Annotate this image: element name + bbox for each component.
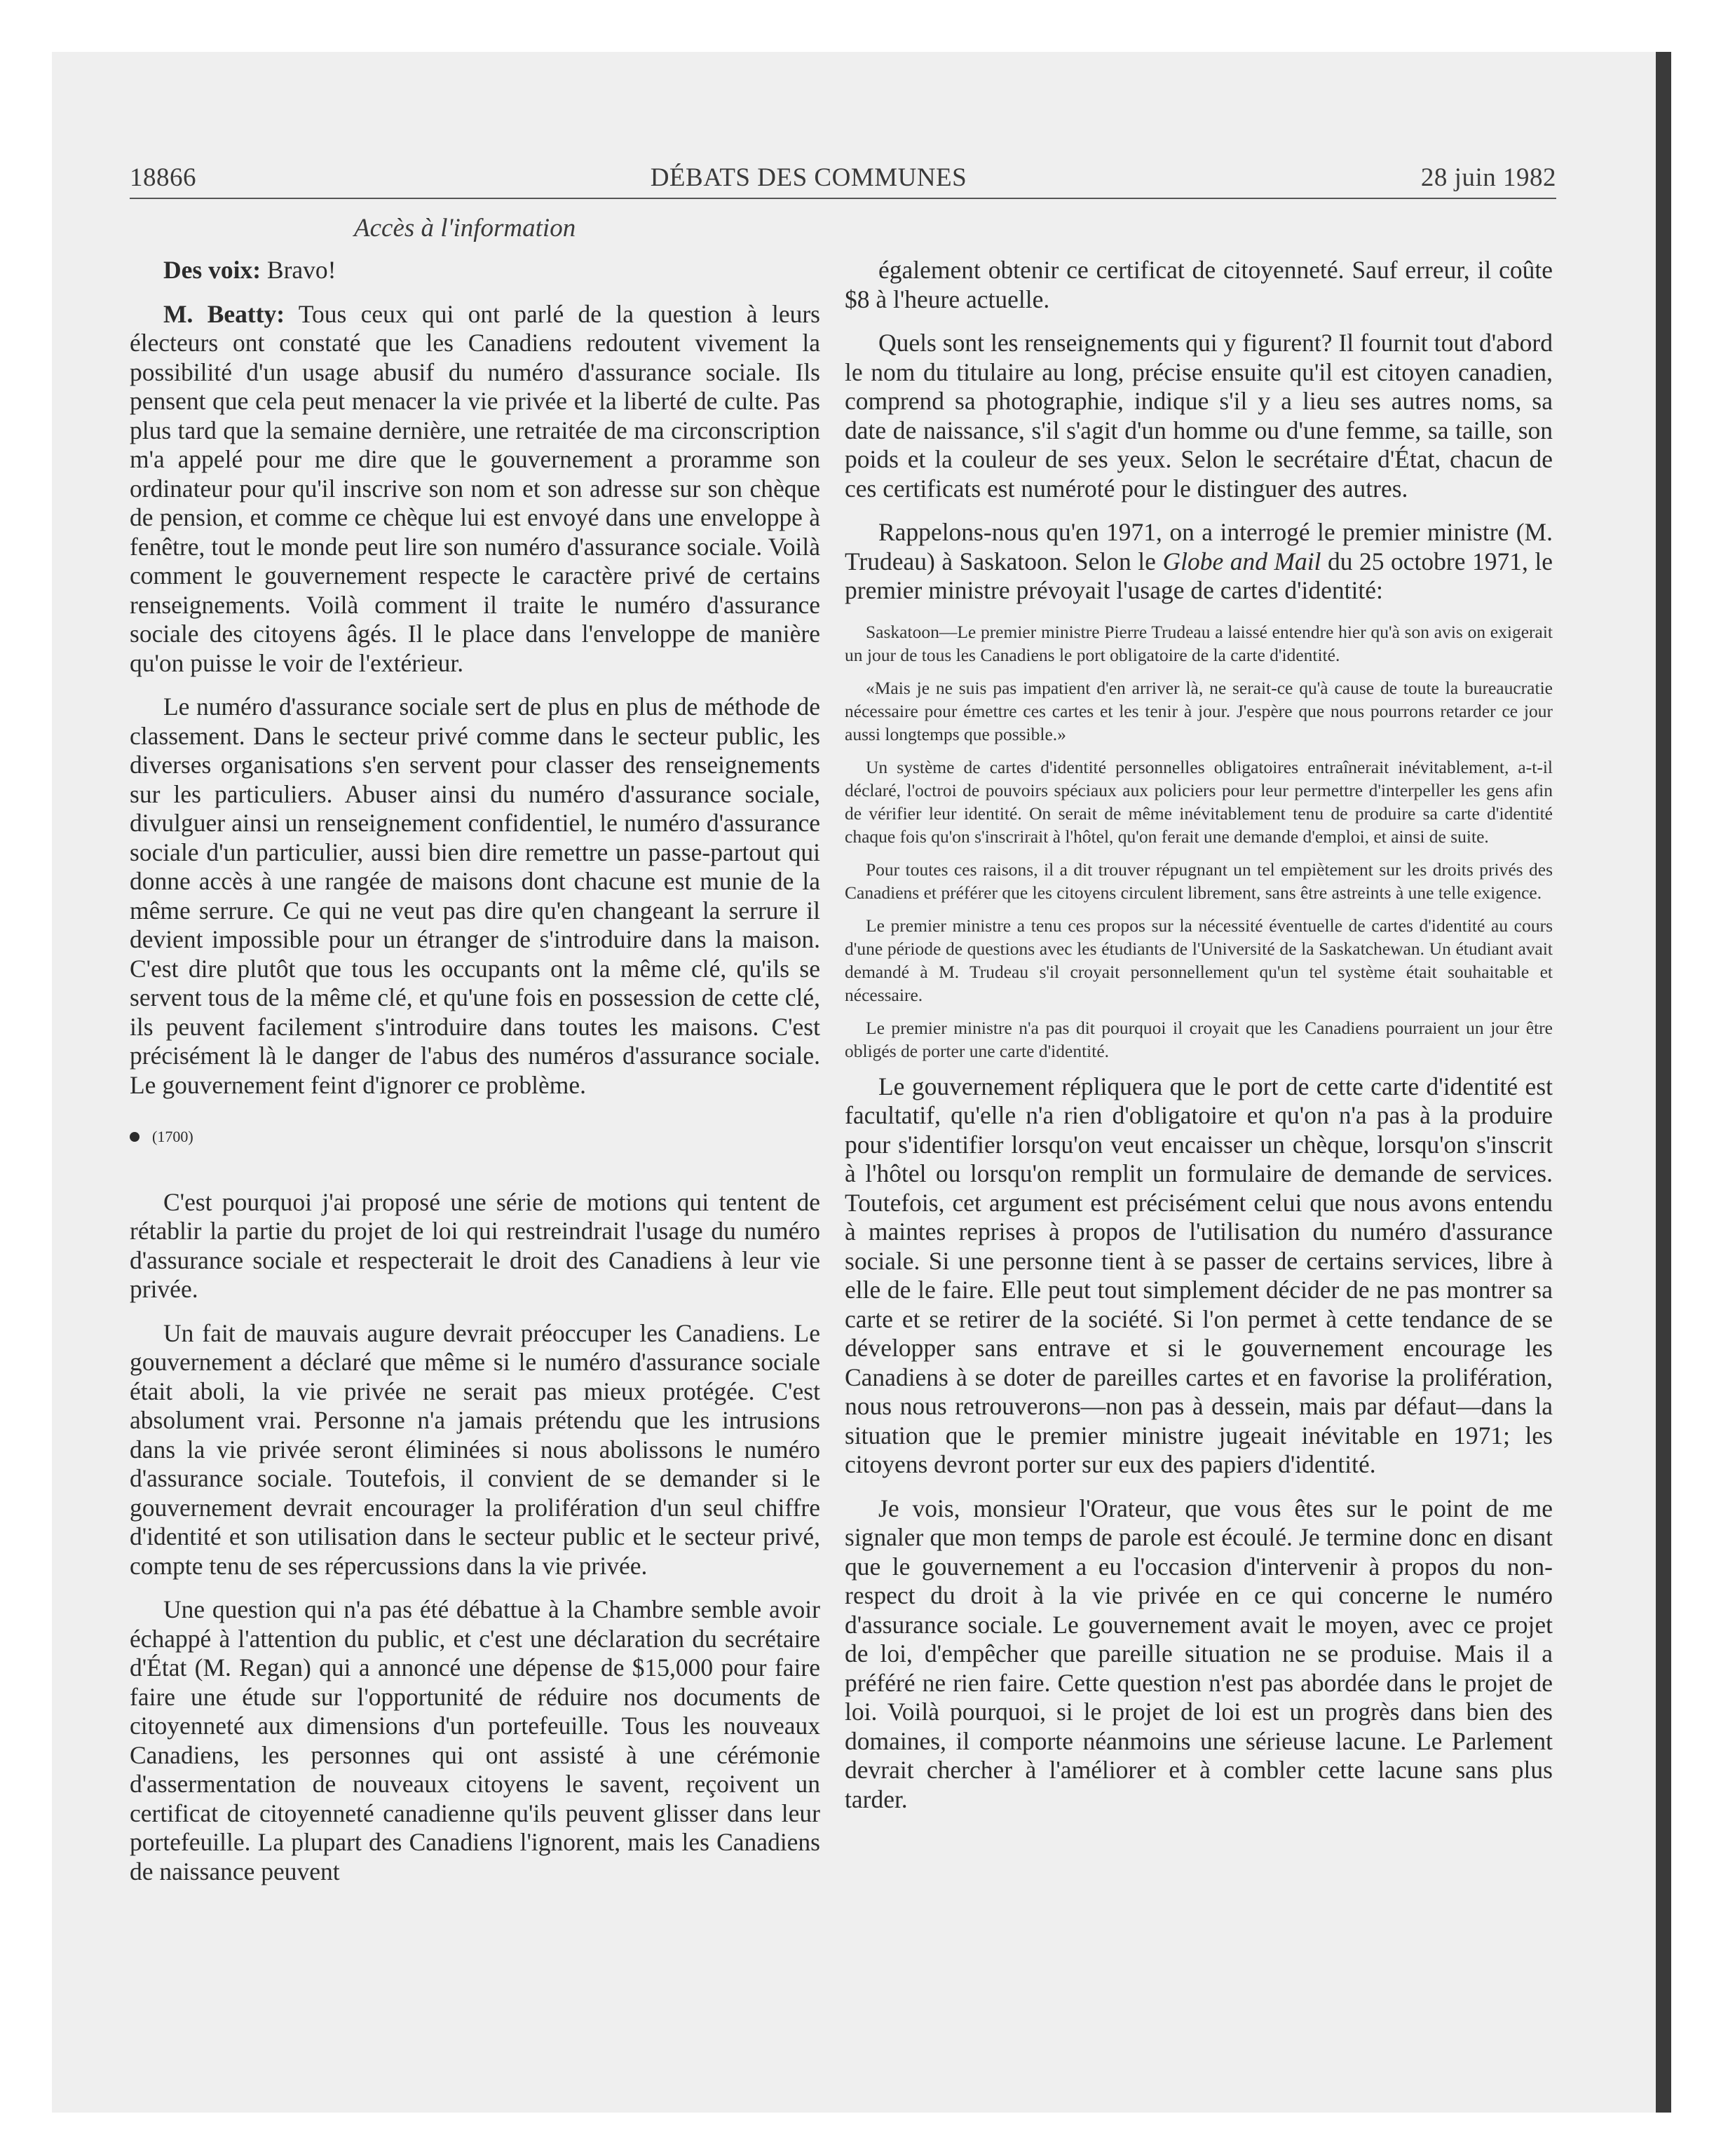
paragraph: Le numéro d'assurance sociale sert de plus en plus de méthode de classement. Dans le secteur privé comme dans le secteur public, les diverses organisations s'en servent pour classer des renseignements sur les particuliers. Abuser ainsi du numéro d'assurance sociale, divulguer ainsi un renseignement confidentiel, le numéro d'assurance sociale d'un particulier, aussi bien dire remettre un passe-partout qui donne accès à une rangée de maisons dont chacune est munie de la même serrure. Ce qui ne veut pas dire qu'en changeant la serrure il devient impossible pour un étranger de s'introduire dans la maison. C'est dire plutôt que tous les occupants ont la même clé, qu'ils se servent tous de la même clé, et qu'une fois en possession de cette clé, ils peuvent facilement s'introduire dans toutes les maisons. C'est précisément là le danger de l'abus des numéros d'assurance sociale. Le gouvernement feint d'ignorer ce problème. [130, 692, 820, 1099]
speech-text: Bravo! [261, 256, 336, 284]
quoted-paragraph: Saskatoon—Le premier ministre Pierre Trudeau a laissé entendre hier qu'à son avis on exigerait un jour de tous les Canadiens le port obligatoire de la carte d'identité. [845, 621, 1553, 665]
paragraph [130, 256, 820, 285]
page-number: 18866 [130, 163, 196, 192]
quoted-paragraph: Le premier ministre n'a pas dit pourquoi il croyait que les Canadiens pourraient un jour être obligés de porter une carte d'identité. [845, 1017, 1553, 1061]
paragraph: Une question qui n'a pas été débattue à la Chambre semble avoir échappé à l'attention du public, et c'est une déclaration du secrétaire d'État (M. Regan) qui a annoncé une dépense de $15,000 pour faire faire une étude sur l'opportunité de réduire nos documents de citoyenneté aux dimensions d'un portefeuille. Tous les nouveaux Canadiens, les personnes qui ont assisté à une cérémonie d'assermentation de nouveaux citoyens le savent, reçoivent un certificat de citoyenneté canadienne qu'ils peuvent glisser dans leur portefeuille. La plupart des Canadiens l'ignorent, mais les Canadiens de naissance peuvent [130, 1595, 820, 1885]
newspaper-title: Globe and Mail [1162, 547, 1321, 575]
paragraph: également obtenir ce certificat de citoyenneté. Sauf erreur, il coûte $8 à l'heure actuelle. [845, 256, 1553, 313]
speech-text: Tous ceux qui ont parlé de la question à leurs électeurs ont constaté que les Canadiens redoutent vivement la possibilité d'un usage abusif du numéro d'assurance sociale. Ils pensent que cela peut menacer la vie privée et la liberté de culte. Pas plus tard que la semaine dernière, une retraitée de ma circonscription m'a appelé pour me dire que le gouvernement a proramme son ordinateur pour qu'il inscrive son nom et son adresse sur son chèque de pension, et comme ce chèque lui est envoyé dans une enveloppe à fenêtre, tout le monde peut lire son numéro d'assurance sociale. Voilà comment le gouvernement respecte le caractère privé de certains renseignements. Voilà comment il traite le numéro d'assurance sociale des citoyens âgés. Il le place dans l'enveloppe de manière qu'on puisse le voir de l'extérieur. [130, 299, 820, 677]
quoted-paragraph: Pour toutes ces raisons, il a dit trouver répugnant un tel empiètement sur les droits privés des Canadiens et préférer que les citoyens circulent librement, sans être astreints à une telle exigence. [845, 859, 1553, 903]
publication-title: DÉBATS DES COMMUNES [650, 163, 967, 192]
quoted-paragraph: Un système de cartes d'identité personnelles obligatoires entraînerait inévitablement, a-t-il déclaré, l'octroi de pouvoirs spéciaux aux policiers pour leur permettre d'interpeller les gens afin de vérifier leur identité. On serait de même inévitablement tenu de produire sa carte d'identité chaque fois qu'on s'inscrirait à l'hôtel, qu'on ferait une demande d'emploi, et ainsi de suite. [845, 756, 1553, 847]
paragraph: Je vois, monsieur l'Orateur, que vous êtes sur le point de me signaler que mon temps de parole est écoulé. Je termine donc en disant que le gouvernement a eu l'occasion d'intervenir à propos du non-respect du droit à la vie privée en ce qui concerne le numéro d'assurance sociale. Le gouvernement avait le moyen, avec ce projet de loi, d'empêcher que pareille situation ne se produise. Mais il a préféré ne rien faire. Cette question n'est pas abordée dans le projet de loi. Voilà pourquoi, si le projet de loi est un progrès dans bien des domaines, il comporte néanmoins une sérieuse lacune. Le Parlement devrait chercher à l'améliorer et à combler cette lacune sans plus tarder. [845, 1494, 1553, 1813]
right-column [845, 256, 1553, 1829]
speaker-name: M. Beatty: [163, 299, 285, 328]
section-title: Accès à l'information [354, 214, 576, 243]
header-rule [130, 198, 1556, 199]
paragraph-text: Rappelons-nous qu'en 1971, on a interrogé le premier ministre (M. Trudeau) à Saskatoon. Selon le [845, 518, 1553, 575]
paragraph: C'est pourquoi j'ai proposé une série de motions qui tentent de rétablir la partie du projet de loi qui restreindrait l'usage du numéro d'assurance sociale et respecterait le droit des Canadiens à leur vie privée. [130, 1187, 820, 1303]
speaker-name: Des voix: [163, 256, 261, 284]
paragraph: Un fait de mauvais augure devrait préoccuper les Canadiens. Le gouvernement a déclaré que même si le numéro d'assurance sociale était aboli, la vie privée ne serait pas mieux protégée. C'est absolument vrai. Personne n'a jamais prétendu que les intrusions dans la vie privée seront éliminées si nous abolissons le numéro d'assurance sociale. Toutefois, il convient de se demander si le gouvernement devrait encourager la prolifération d'un seul chiffre d'identité et son utilisation dans le secteur public et le secteur privé, compte tenu de ses répercussions dans la vie privée. [130, 1318, 820, 1580]
quoted-paragraph: Le premier ministre a tenu ces propos sur la nécessité éventuelle de cartes d'identité au cours d'une période de questions avec les étudiants de l'Université de la Saskatchewan. Un étudiant avait demandé à M. Trudeau s'il croyait personnellement qu'un tel système était souhaitable et nécessaire. [845, 915, 1553, 1005]
left-column [130, 256, 820, 1901]
paragraph [130, 300, 820, 678]
bullet-icon [130, 1132, 140, 1142]
paragraph: Quels sont les renseignements qui y figurent? Il fournit tout d'abord le nom du titulaire au long, précise ensuite qu'il est citoyen canadien, comprend sa photographie, indique s'il y a lieu ses autres noms, sa date de naissance, s'il s'agit d'un homme ou d'une femme, sa taille, son poids et la couleur de ses yeux. Selon le secrétaire d'État, chacun de ces certificats est numéroté pour le distinguer des autres. [845, 329, 1553, 503]
page-date: 28 juin 1982 [1420, 163, 1556, 192]
paragraph [845, 518, 1553, 606]
time-marker [130, 1122, 820, 1152]
paragraph-text: du 25 octobre 1971, le premier ministre prévoyait l'usage de cartes d'identité: [845, 547, 1553, 604]
scan-edge-bar [1656, 52, 1671, 2113]
time-stamp: (1700) [152, 1128, 193, 1145]
paragraph: Le gouvernement répliquera que le port de cette carte d'identité est facultatif, qu'elle n'a rien d'obligatoire et qu'on n'a pas à la produire pour s'identifier lorsqu'on veut encaisser un chèque, lorsqu'on s'inscrit à l'hôtel ou lorsqu'on remplit un formulaire de demande de services. Toutefois, cet argument est précisément celui que nous avons entendu à maintes reprises à propos de l'utilisation du numéro d'assurance sociale. Si une personne tient à se passer de certains services, libre à elle de le faire. Elle peut tout simplement décider de ne pas montrer sa carte et se retirer de la société. Si l'on permet à cette tendance de se développer sans entrave et si le gouvernement encourage les Canadiens à se doter de pareilles cartes et en favorise la prolifération, nous nous retrouverons—non pas à dessein, mais par défaut—dans la situation que le premier ministre jugeait inévitable en 1971; les citoyens devront porter sur eux des papiers d'identité. [845, 1072, 1553, 1478]
page-header [130, 163, 1556, 193]
quoted-paragraph: «Mais je ne suis pas impatient d'en arriver là, ne serait-ce qu'à cause de toute la bureaucratie nécessaire pour émettre ces cartes et les tenir à jour. J'espère que nous pourrons retarder ce jour aussi longtemps que possible.» [845, 677, 1553, 744]
